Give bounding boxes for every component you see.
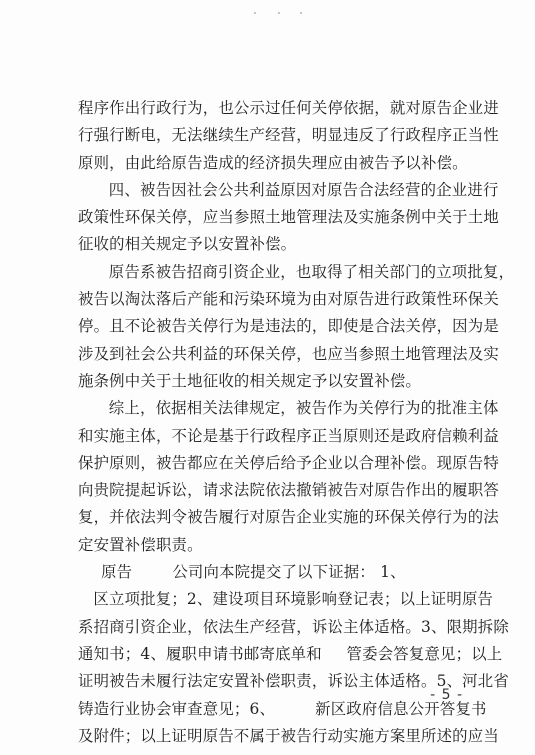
line-text: 证明被告未履行法定安置补偿职责，诉讼主体适格。5、河北省 [78,672,509,691]
line-text: 征收的相关规定予以安置补偿。 [78,235,297,254]
text-line [78,341,499,368]
line-text: 定安置补偿职责。 [78,535,203,554]
line-text: 区立项批复；2、建设项目环境影响登记表；以上证明原告 [93,590,494,609]
line-text-continued: 公司向本院提交了以下证据： 1、 [172,563,406,582]
text-line [78,559,470,586]
line-text: 停。且不论被告关停行为是违法的，即使是合法关停，因为是 [78,317,499,336]
line-text: 及附件；以上证明原告不属于被告行动实施方案里所述的应当 [78,726,499,745]
line-text: 综上，依据相关法律规定，被告作为关停行为的批准主体 [108,399,499,418]
text-line [78,259,515,286]
text-line [78,395,499,422]
text-line [78,150,470,177]
line-text: 和实施主体，不论是基于行政程序正当原则还是政府信赖利益 [78,426,499,445]
line-text: 施条例中关于土地征收的相关规定予以安置补偿。 [78,371,421,390]
text-line [78,668,509,695]
line-text: 通知书；4、履职申请书邮寄底单和 [78,644,322,663]
text-line [78,231,470,258]
text-line [78,696,487,723]
text-line [78,177,499,204]
line-text-continued: 管委会答复意见；以上 [346,644,503,663]
text-line [78,313,499,340]
text-line [78,122,499,149]
text-line [78,286,499,313]
line-text: 四、被告因社会公共利益原因对原告合法经营的企业进行 [108,180,499,199]
line-text: 铸造行业协会审查意见；6、 [78,699,276,718]
text-line [78,723,499,750]
line-text: 涉及到社会公共利益的环保关停，也应当参照土地管理法及实 [78,344,499,363]
line-text: 原告系被告招商引资企业，也取得了相关部门的立项批复， [108,262,515,281]
line-text: 原告 [101,563,133,582]
text-line [78,532,470,559]
line-text: 政策性环保关停，应当参照土地管理法及实施条例中关于土地 [78,208,499,227]
text-line [78,368,470,395]
text-line [78,423,499,450]
text-line [78,614,509,641]
line-text: 原则，由此给原告造成的经济损失理应由被告予以补偿。 [78,153,468,172]
text-line [78,450,499,477]
text-line [78,586,494,613]
line-text-continued: 新区政府信息公开答复书 [315,699,487,718]
page-number: - 5 - [430,687,463,703]
scan-marks [250,12,310,18]
line-text: 向贵院提起诉讼，请求法院依法撤销被告对原告作出的履职答 [78,481,499,500]
text-line [78,504,499,531]
text-line [78,641,503,668]
line-text: 系招商引资企业，依法生产经营，诉讼主体适格。3、限期拆除 [78,617,509,636]
text-line [78,95,499,122]
text-line [78,204,499,231]
text-line [78,477,499,504]
line-text: 被告以淘汰落后产能和污染环境为由对原告进行政策性环保关 [78,290,499,309]
line-text: 行强行断电，无法继续生产经营，明显违反了行政程序正当性 [78,126,499,145]
document-body [78,95,515,750]
line-text: 复，并依法判令被告履行对原告企业实施的环保关停行为的法 [78,508,499,527]
line-text: 程序作出行政行为，也公示过任何关停依据，就对原告企业进 [78,99,499,117]
line-text: 保护原则，被告都应在关停后给予企业以合理补偿。现原告特 [78,453,499,472]
